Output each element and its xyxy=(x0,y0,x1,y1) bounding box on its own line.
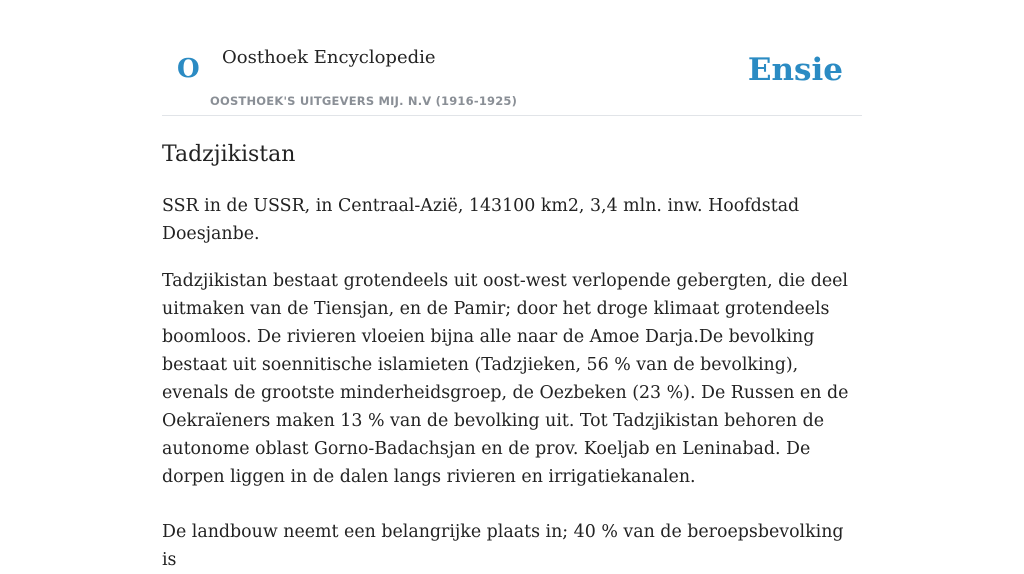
page-container xyxy=(162,0,862,574)
entry-paragraph: De landbouw neemt een belangrijke plaats in; 40 % van de beroepsbevolking is xyxy=(162,522,844,570)
book-header xyxy=(162,46,862,116)
ensie-logo-link[interactable]: Ensie xyxy=(747,52,843,88)
entry-paragraph: Tadzjikistan bestaat grotendeels uit oost-west verlopende gebergten, die deel uitmaken van de Tiensjan, en de Pamir; door het droge klimaat grotendeels boomloos. De rivieren vloeien bijna alle naar de Amoe Darja.De bevolking bestaat uit soennitische islamieten (Tadzjieken, 56 % van de bevolking), evenals de grootste minderheidsgroep, de Oezbeken (23 %). De Russen en de Oekraïeners maken 13 % van de bevolking uit. Tot Tadzjikistan behoren de autonome oblast Gorno-Badachsjan en de prov. Koeljab en Leninabad. De dorpen liggen in de dalen langs rivieren en irrigatiekanalen. xyxy=(162,271,849,487)
book-subtitle: OOSTHOEK'S UITGEVERS MIJ. N.V (1916-1925) xyxy=(210,94,518,108)
entry-title: Tadzjikistan xyxy=(162,142,296,167)
book-letter-icon[interactable]: O xyxy=(177,54,200,84)
book-title-link[interactable]: Oosthoek Encyclopedie xyxy=(222,47,436,68)
entry-paragraph: SSR in de USSR, in Centraal-Azië, 143100 km2, 3,4 mln. inw. Hoofdstad Doesjanbe. xyxy=(162,196,800,244)
